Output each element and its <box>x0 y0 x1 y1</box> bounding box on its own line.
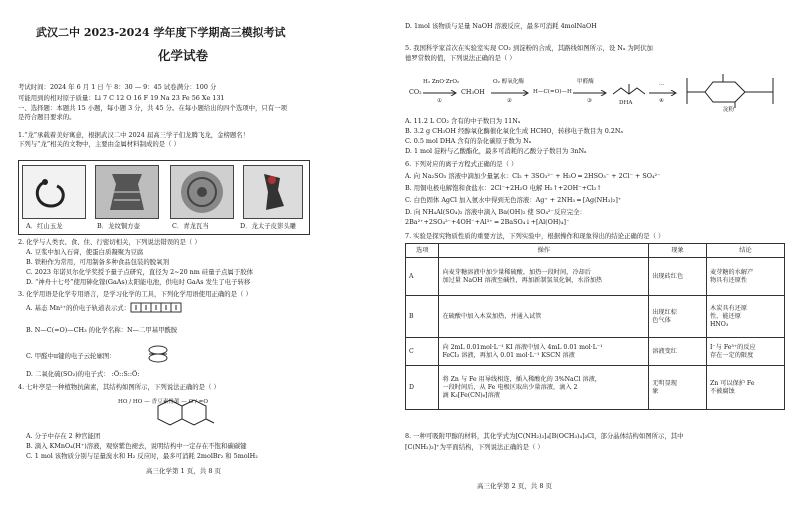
scheme-step2: O₂ 醇氧化酶 <box>493 79 524 85</box>
orbital-diagram-icon <box>130 302 190 313</box>
roof-tile-image <box>170 165 234 219</box>
scheme-n2: ② <box>507 98 513 104</box>
q6-option-b: B. 用铜电极电解饱和食盐水：2Cl⁻+2H₂O 电解 H₂↑+2OH⁻+Cl₂↑ <box>405 184 602 192</box>
q2-option-d: D. “神舟十七号”使用砷化镓(GaAs)太阳能电池，供电时 GaAs 发生了电子转移 <box>26 278 251 286</box>
exam-info: 考试时间：2024 年 6 月 1 日 午 8：30 — 9：45 试卷满分：100 分 <box>18 83 217 91</box>
q4-structure-label: HO / HO — 香豆素骨架 — O / =O <box>118 399 208 405</box>
table-row <box>406 338 785 366</box>
q3-option-d: D. 二氧化硫(SO₂)的电子式： :Ö::S::Ö: <box>26 370 140 378</box>
right-page <box>397 0 794 514</box>
q5-option-c: C. 0.5 mol DHA 含有的杂化碳原子数为 Nₐ <box>405 137 532 145</box>
table-row <box>406 258 785 296</box>
row-b-conclusion: 木炭具有还原 性，能还原 HNO₃ <box>706 296 784 338</box>
q2-option-b: B. 铁粉作为常用，可用制备多种食品包装的脱氧剂 <box>26 258 169 266</box>
q6-option-a: A. 向 Na₂SO₃ 溶液中滴加少量氯水：Cl₂ + 3SO₃²⁻ + H₂O ═ 2HSO₃⁻ + 2Cl⁻ + SO₄²⁻ <box>405 172 661 180</box>
atomic-masses: 可能用到的相对原子质量：Li 7 C 12 O 16 F 19 Na 23 Fe 56 Xe 131 <box>18 94 225 102</box>
arrow-icon <box>573 90 609 96</box>
q3-option-c: C. 甲醛中π键的电子云轮廓图： <box>26 352 116 360</box>
scheme-n4: ④ <box>659 98 665 104</box>
row-b-phenomenon: 出现红棕 色气体 <box>649 296 707 338</box>
q4-option-b: B. 滴入 KMnO₄(H⁺)溶液，观察紫色褪去，说明结构中一定存在不饱和碳碳键 <box>26 442 247 450</box>
jade-dragon-image <box>22 165 86 219</box>
dha-structure-icon <box>611 80 647 98</box>
scheme-hcho: H—C(=O)—H <box>533 89 572 95</box>
arrow-icon <box>423 90 459 96</box>
q1-stem-1: 1.“龙”承载着美好寓意，根据武汉二中 2024 届高三学子们龙腾飞龙，金榜题名！ <box>18 131 250 139</box>
scheme-co2: CO₂ <box>409 88 422 96</box>
q1-option-c: C．青龙瓦当 <box>172 222 209 230</box>
q1-option-d: D．龙太子皮影头雕 <box>240 222 297 230</box>
row-c-option: C <box>406 338 439 366</box>
row-d-phenomenon: 无明显现 象 <box>649 366 707 410</box>
roof-tile-icon <box>171 166 233 218</box>
q4-stem: 4. 七叶亭是一种植物抗菌素，其结构如图所示，下列说法正确的是（ ） <box>18 383 220 391</box>
q3-option-a: A. 基态 Mn²⁺的价电子轨道表示式： <box>26 304 130 312</box>
row-d-conclusion: Zn 可以保护 Fe 不被腐蚀 <box>706 366 784 410</box>
shadow-puppet-image <box>243 165 303 219</box>
pi-bond-cloud-icon <box>146 345 170 363</box>
table-row <box>406 366 785 410</box>
row-a-conclusion: 麦芽糖的水解产 物具有还原性 <box>706 258 784 296</box>
q2-option-a: A. 豆浆中加入石膏，使蛋白质凝聚为豆腐 <box>26 248 144 256</box>
q5-stem-1: 5. 我国科学家首次在实验室实现 CO₂ 到淀粉的合成，其路线如图所示，设 Nₐ 为阿伏加 <box>405 44 653 52</box>
q4-option-c: C. 1 mol 该物质分别与足量溴水和 H₂ 反应时，最多可消耗 2molBr₂ 和 5molH₂ <box>26 452 258 460</box>
q8-stem-1: 8. 一种可吸附甲醇的材料，其化学式为[C(NH₂)₃]₄[B(OCH₃)₄]₃Cl，部分晶体结构如图所示，其中 <box>405 432 684 440</box>
row-c-phenomenon: 溶液变红 <box>649 338 707 366</box>
page-footer-right: 高三化学第 2 页，共 8 页 <box>477 482 553 490</box>
scheme-starch: 淀粉 <box>723 107 735 113</box>
row-c-operation: 向 2mL 0.01mol·L⁻¹ KI 溶液中加入 4mL 0.01 mol·L⁻¹ FeCl₃ 溶液，再加入 0.01 mol·L⁻¹ KSCN 溶液 <box>439 338 649 366</box>
q6-stem: 6. 下列对应的离子方程式正确的是（ ） <box>405 160 518 168</box>
q5-option-d: D. 1 mol 淀粉与乙酸酯化，最多可消耗的乙酸分子数目为 3nNₐ <box>405 147 587 155</box>
q2-stem: 2. 化学与人类衣、食、住、行密切相关，下列说法错误的是（ ） <box>18 238 201 246</box>
q4-option-d: D. 1mol 该物质与足量 NaOH 溶液反应，最多可消耗 4molNaOH <box>405 22 597 30</box>
scheme-n3: ③ <box>587 98 593 104</box>
jade-dragon-icon <box>23 166 85 218</box>
q8-stem-2: [C(NH₂)₃]⁺为平面结构，下列说法正确的是（ ） <box>405 443 544 451</box>
q1-stem-2: 下列与“龙”相关的文物中，主要由金属材料制成的是（ ） <box>18 140 180 148</box>
bronze-pot-icon <box>96 166 158 218</box>
q6-option-d: D. 向 NH₄Al(SO₄)₂ 溶液中滴入 Ba(OH)₂ 使 SO₄²⁻反应完全： <box>405 208 586 216</box>
table-header-row <box>406 244 785 258</box>
scheme-step3: 甲醛酶 <box>577 79 594 85</box>
q4-option-a: A. 分子中存在 2 种官能团 <box>26 432 101 440</box>
row-a-option: A <box>406 258 439 296</box>
q7-stem: 7. 实验是探究物质性质的重要方法，下列实验中，根据操作和现象得出的结论正确的是（ ） <box>405 232 665 240</box>
q5-option-b: B. 3.2 g CH₃OH 经醇氧化酶催化氧化生成 HCHO，转移电子数目为 0.2Nₐ <box>405 127 623 135</box>
scheme-step4: … <box>659 81 665 87</box>
q3-option-b: B. N—C(=O)—CH₃ 的化学名称：N—二甲基甲酰胺 <box>26 326 178 334</box>
row-a-operation: 向麦芽糖溶液中加少量稀硫酸，加热一段时间，冷却后 加过量 NaOH 溶液至碱性，再加新制氢氧化铜，水浴加热 <box>439 258 649 296</box>
header-conclusion: 结论 <box>706 244 784 258</box>
q2-option-c: C. 2023 年诺贝尔化学奖授予量子点研究，直径为 2~20 nm 硅量子点属于胶体 <box>26 268 253 276</box>
exam-subtitle: 化学试卷 <box>158 48 209 63</box>
page-footer-left: 高三化学第 1 页，共 8 页 <box>146 467 222 475</box>
q1-option-b: B．龙纹铜方壶 <box>97 222 141 230</box>
q1-option-a: A．红山玉龙 <box>26 222 63 230</box>
q5-option-a: A. 11.2 L CO₂ 含有的中子数目为 11Nₐ <box>405 117 521 125</box>
header-operation: 操作 <box>439 244 649 258</box>
scheme-dha: DHA <box>619 100 633 106</box>
row-c-conclusion: I⁻与 Fe³⁺的反应 存在一定的限度 <box>706 338 784 366</box>
header-phenomenon: 现象 <box>649 244 707 258</box>
section-a-heading: 一、选择题：本题共 15 小题，每小题 3 分，共 45 分。在每小题给出的四个选项中，只有一项 <box>18 104 287 112</box>
row-d-option: D <box>406 366 439 410</box>
arrow-icon <box>491 90 531 96</box>
table-row <box>406 296 785 338</box>
shadow-puppet-icon <box>244 166 302 218</box>
scheme-ch3oh: CH₃OH <box>461 88 485 96</box>
experiment-table <box>405 243 785 410</box>
arrow-icon <box>649 90 679 96</box>
scheme-step1: H₂ ZnO·ZrO₂ <box>423 79 460 85</box>
scheme-n1: ① <box>437 98 443 104</box>
q6-option-c: C. 白色固体 AgCl 加入氨水中得到无色溶液：Ag⁺ + 2NH₃ ═ [Ag(NH₃)₂]⁺ <box>405 196 622 204</box>
row-d-operation: 将 Zn 与 Fe 用导线相连，插入稀酸化的 3%NaCl 溶液， 一段时间后，从 Fe 电极区取出少量溶液，滴入 2 滴 K₃[Fe(CN)₆]溶液 <box>439 366 649 410</box>
q6-option-d-equation: 2Ba²⁺+2SO₄²⁻+4OH⁻+Al³⁺ ═ 2BaSO₄↓+[Al(OH)₄]⁻ <box>405 218 570 226</box>
q5-stem-2: 德罗常数的值，下列说法正确的是（ ） <box>405 54 516 62</box>
header-option: 选项 <box>406 244 439 258</box>
row-a-phenomenon: 出现砖红色 <box>649 258 707 296</box>
row-b-option: B <box>406 296 439 338</box>
row-b-operation: 在硫酸中加入木炭加热，并通入试管 <box>439 296 649 338</box>
section-a-heading-2: 是符合题目要求的。 <box>18 113 76 121</box>
exam-title: 武汉二中 2023-2024 学年度下学期高三模拟考试 <box>36 26 286 39</box>
q3-stem: 3. 化学用语是化学专用语言，是学习化学的工具，下列化学用语使用正确的是（ ） <box>18 290 252 298</box>
bronze-pot-image <box>95 165 159 219</box>
